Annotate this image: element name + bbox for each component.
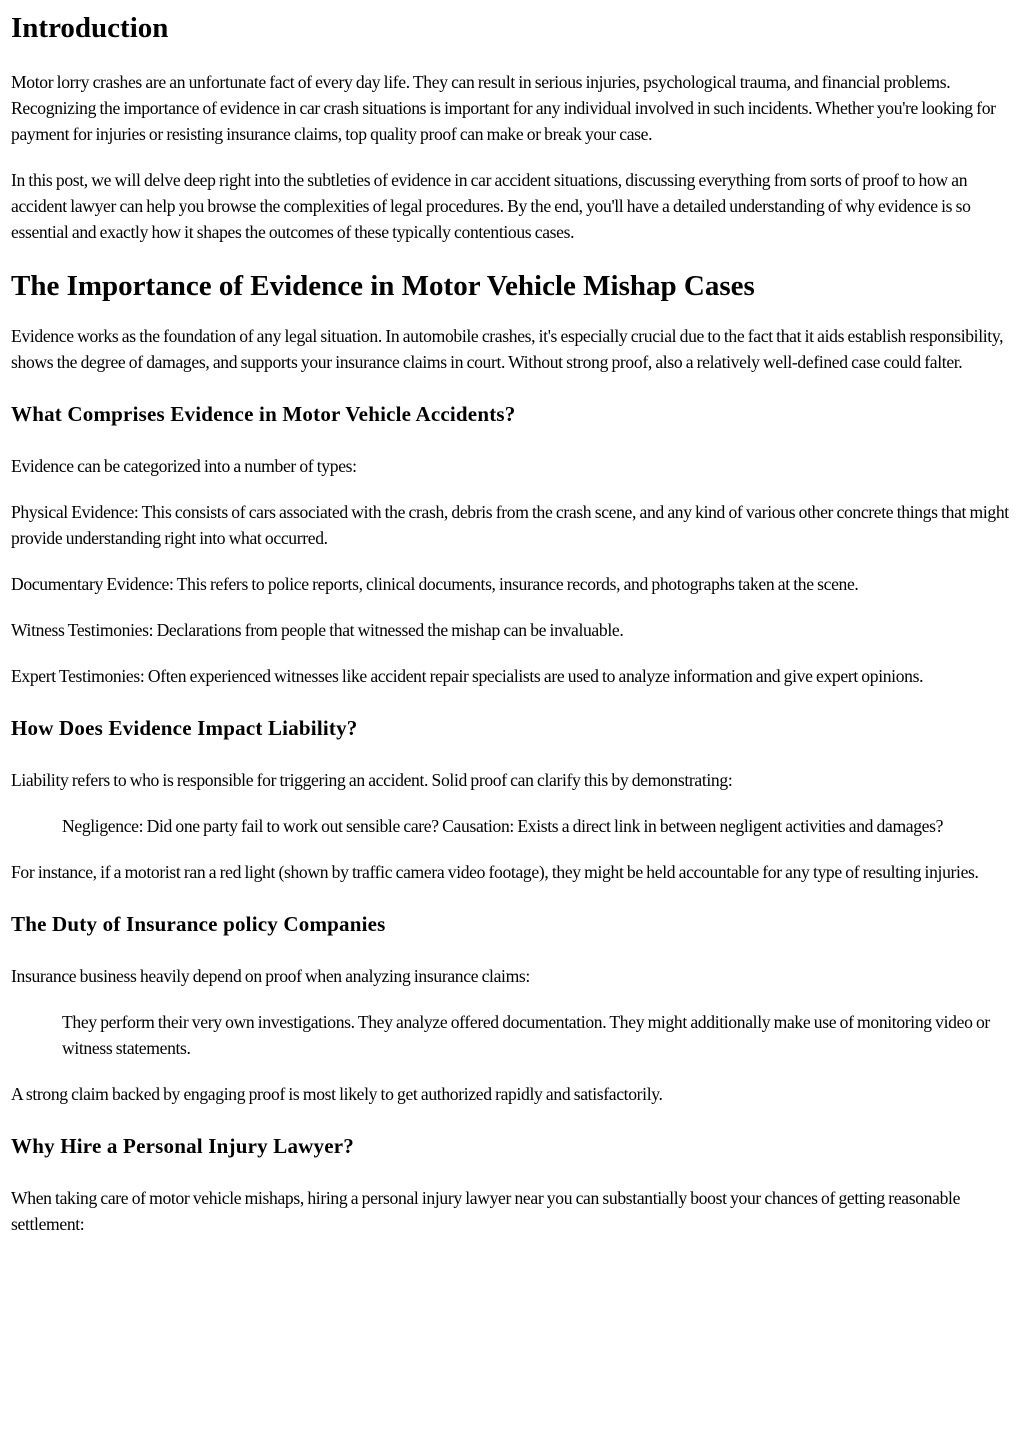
paragraph-strong-claim: A strong claim backed by engaging proof is most likely to get authorized rapidly and satisfactorily.: [11, 1084, 663, 1104]
paragraph-intro-2: In this post, we will delve deep right into the subtleties of evidence in car accident situations, discussing everything from sorts of proof to how an accident lawyer can help you browse the complexities of legal procedures. By the end, you'll have a detailed understanding of why evidence is so essential and exactly how it shapes the outcomes of these typically contentious cases.: [11, 170, 971, 242]
heading-hire-lawyer: Why Hire a Personal Injury Lawyer?: [11, 1134, 354, 1158]
paragraph-liability: Liability refers to who is responsible for triggering an accident. Solid proof can clarify this by demonstrating:: [11, 770, 733, 790]
paragraph-importance: Evidence works as the foundation of any legal situation. In automobile crashes, it's especially crucial due to the fact that it aids establish responsibility, shows the degree of damages, and supports your insurance claims in court. Without strong proof, also a relatively well-defined case could falter.: [11, 326, 1004, 372]
quote-investigations-text: They perform their very own investigations. They analyze offered documentation. They might additionally make use of monitoring video or witness statements.: [62, 1012, 990, 1058]
paragraph-types-intro: Evidence can be categorized into a number of types:: [11, 456, 357, 476]
heading-insurance: The Duty of Insurance policy Companies: [11, 912, 386, 936]
heading-liability: How Does Evidence Impact Liability?: [11, 716, 358, 740]
paragraph-physical-evidence: Physical Evidence: This consists of cars associated with the crash, debris from the crash scene, and any kind of various other concrete things that might provide understanding right into what occurred.: [11, 502, 1009, 548]
heading-introduction: Introduction: [11, 12, 169, 44]
quote-investigations: [11, 1009, 1013, 1061]
quote-negligence: [11, 813, 1013, 839]
heading-what-comprises: What Comprises Evidence in Motor Vehicle Accidents?: [11, 402, 516, 426]
paragraph-hire-lawyer: When taking care of motor vehicle mishaps, hiring a personal injury lawyer near you can substantially boost your chances of getting reasonable settlement:: [11, 1188, 961, 1234]
paragraph-documentary-evidence: Documentary Evidence: This refers to police reports, clinical documents, insurance records, and photographs taken at the scene.: [11, 574, 859, 594]
quote-negligence-text: Negligence: Did one party fail to work out sensible care? Causation: Exists a direct link in between negligent activities and damages?: [62, 816, 944, 836]
paragraph-intro-1: Motor lorry crashes are an unfortunate fact of every day life. They can result in serious injuries, psychological trauma, and financial problems. Recognizing the importance of evidence in car crash situations is important for any individual involved in such incidents. Whether you're looking for payment for injuries or resisting insurance claims, top quality proof can make or break your case.: [11, 72, 996, 144]
paragraph-instance: For instance, if a motorist ran a red light (shown by traffic camera video footage), they might be held accountable for any type of resulting injuries.: [11, 862, 979, 882]
paragraph-insurance: Insurance business heavily depend on proof when analyzing insurance claims:: [11, 966, 530, 986]
paragraph-witness-testimonies: Witness Testimonies: Declarations from people that witnessed the mishap can be invaluable.: [11, 620, 624, 640]
paragraph-expert-testimonies: Expert Testimonies: Often experienced witnesses like accident repair specialists are used to analyze information and give expert opinions.: [11, 666, 924, 686]
heading-importance: The Importance of Evidence in Motor Vehicle Mishap Cases: [11, 270, 755, 302]
